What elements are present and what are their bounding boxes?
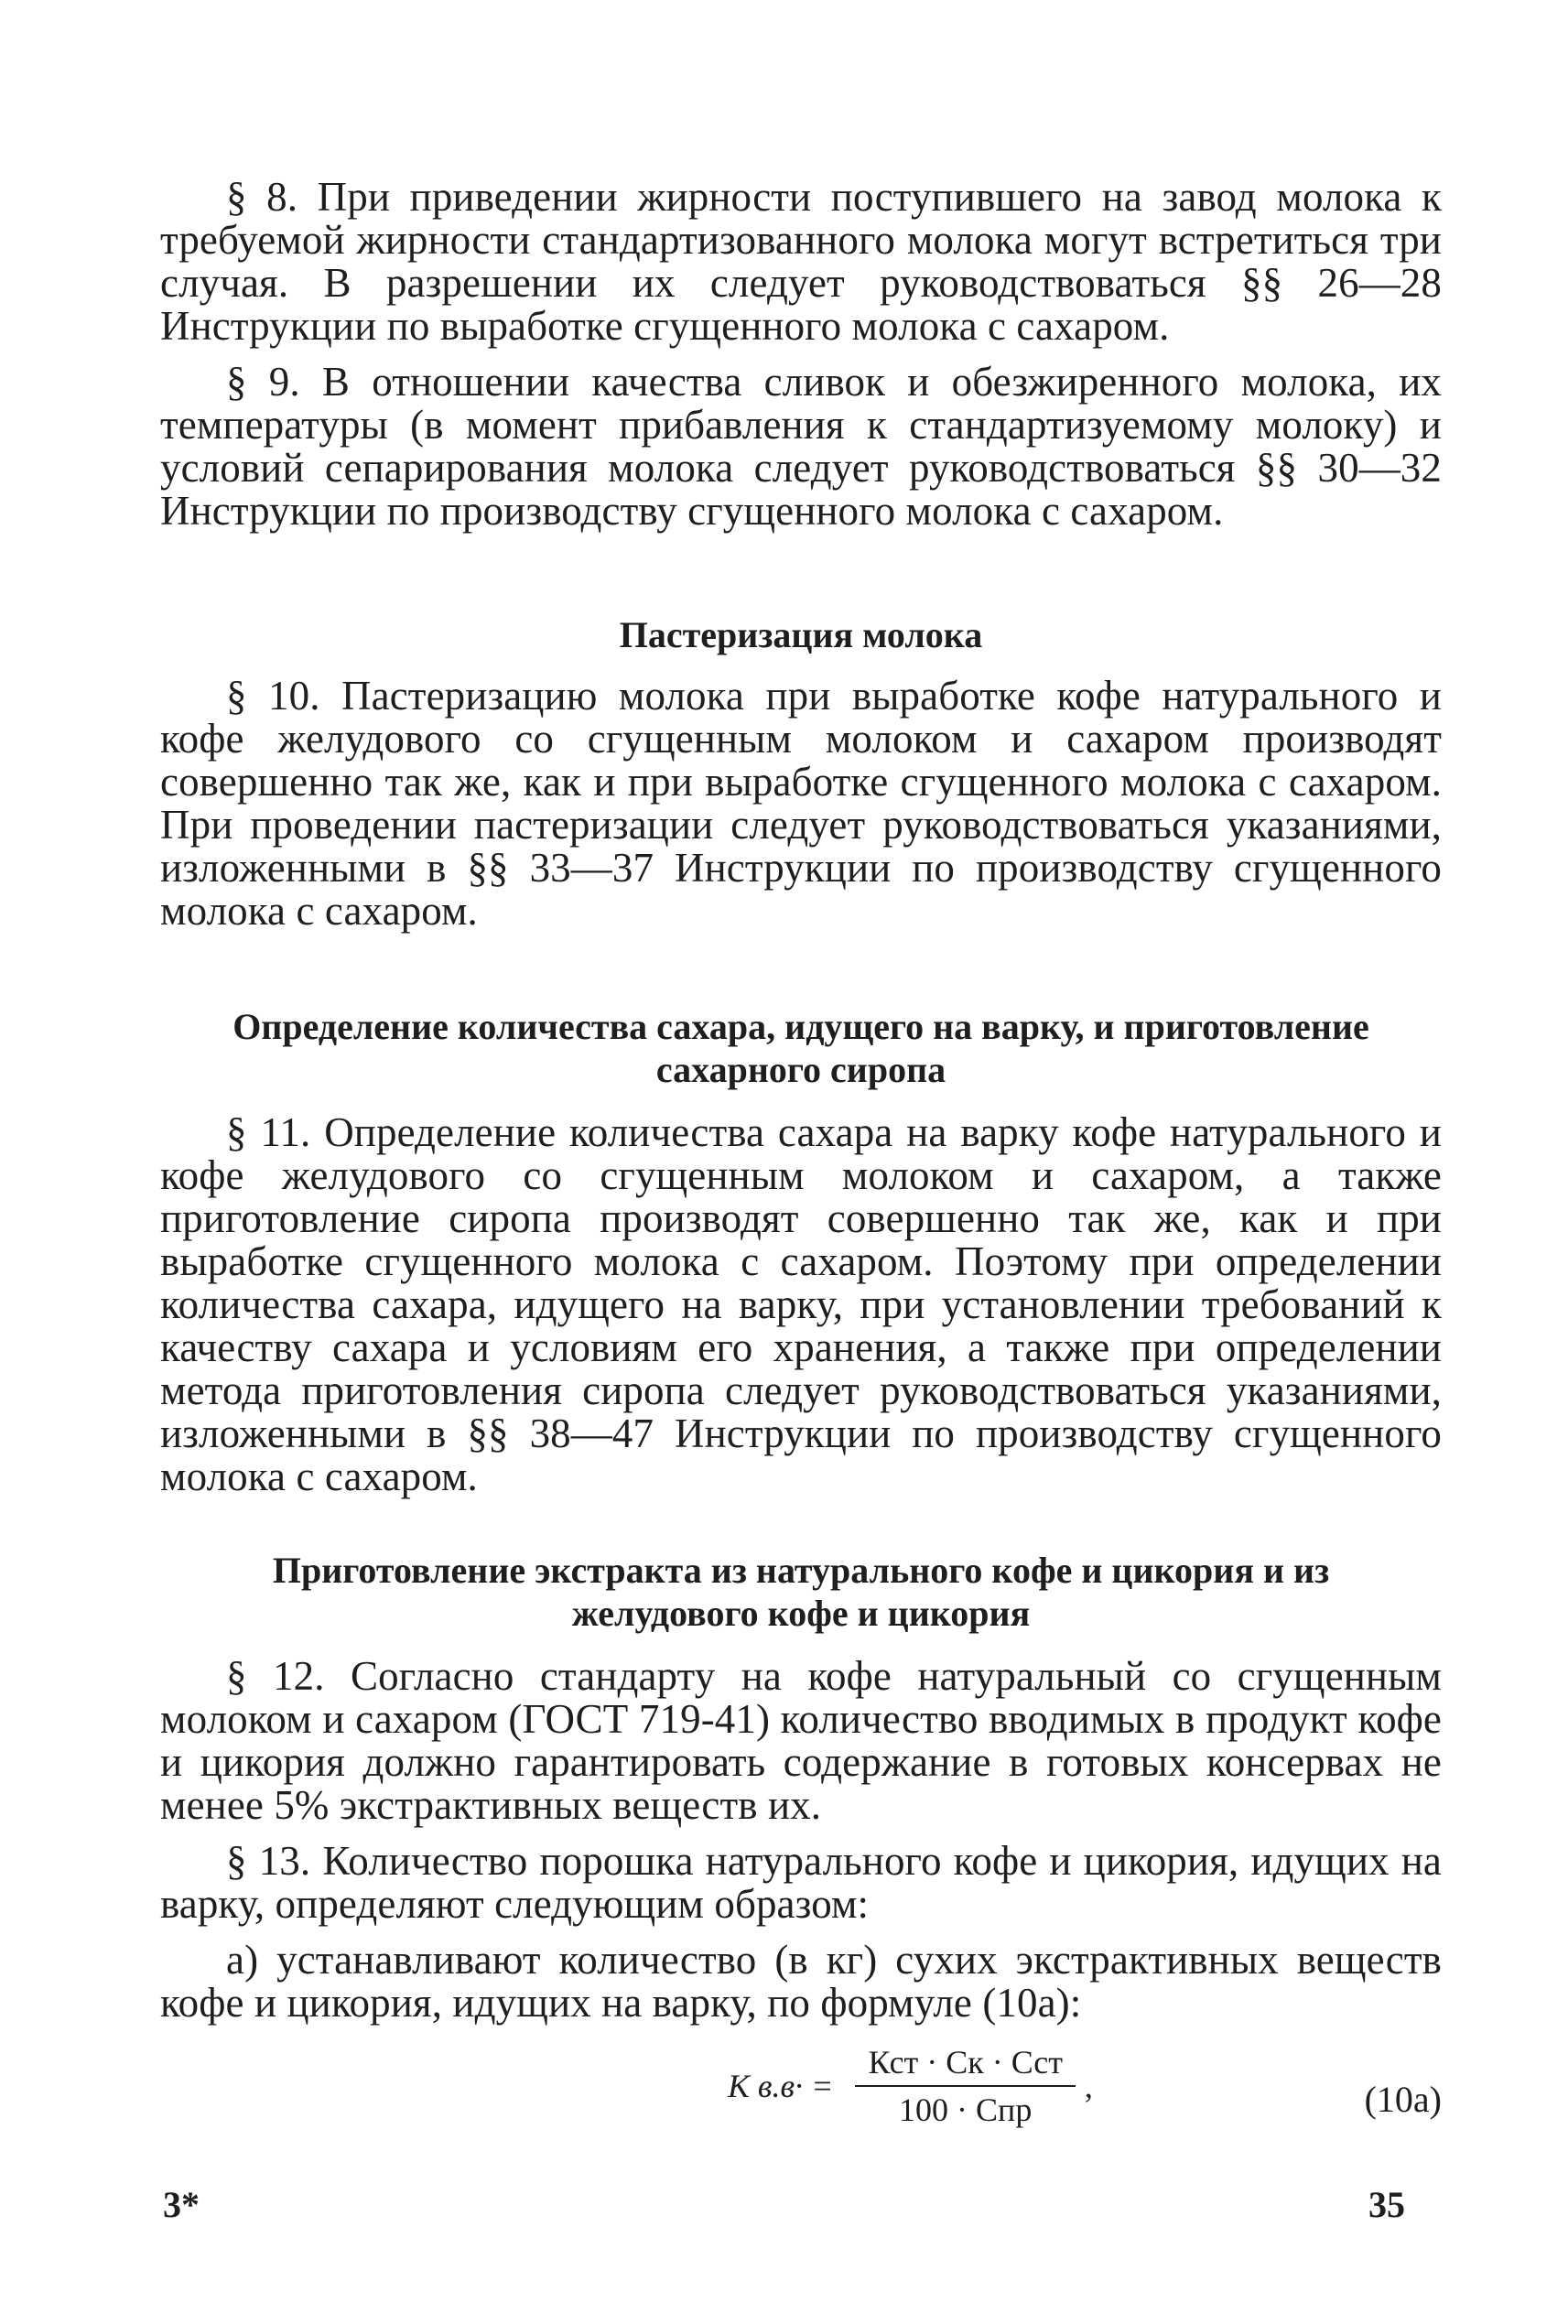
heading-sugar: Определение количества сахара, идущего на варку, и приготовление сахарного сиропа (232, 1006, 1369, 1090)
formula-fraction (855, 2043, 1075, 2129)
formula-trailing-comma: , (1084, 2068, 1093, 2104)
text-column (160, 176, 1442, 533)
formula-denominator: 100 · Спр (899, 2092, 1033, 2128)
equation-number: (10а) (1364, 2079, 1442, 2120)
section-pasteurization (160, 613, 1442, 933)
paragraph-a: а) устанавливают количество (в кг) сухих экстрактивных веществ кофе и цикория, идущих на варку, по формуле (10а): (160, 1937, 1442, 2026)
formula-lhs: К в.в· = (728, 2068, 834, 2104)
paragraph-13: § 13. Количество порошка натурального кофе и цикория, идущих на варку, определяют следующим образом: (160, 1838, 1442, 1927)
heading-extract: Приготовление экстракта из натурального кофе и цикория и из желудового кофе и цикория (272, 1550, 1330, 1634)
signature-mark: 3* (163, 2184, 200, 2225)
page-number: 35 (1368, 2184, 1405, 2225)
formula-numerator: Кст · Ск · Сст (855, 2043, 1075, 2087)
paragraph-12: § 12. Согласно стандарту на кофе натуральный со сгущенным молоком и сахаром (ГОСТ 719-41) количество вводимых в продукт кофе и цикория должно гарантировать содержание в готовых консервах не менее 5% экстрактивных веществ их. (160, 1653, 1442, 1828)
formula-10a (160, 2043, 1442, 2144)
paragraph-10: § 10. Пастеризацию молока при выработке кофе натурального и кофе желудового со сгущенным молоком и сахаром производят совершенно так же, как и при выработке сгущенного молока с сахаром. При проведении пастеризации следует руководствоваться указаниями, изложенными в §§ 33—37 Инструкции по производству сгущенного молока с сахаром. (160, 673, 1442, 934)
paragraph-8: § 8. При приведении жирности поступившего на завод молока к требуемой жирности стандартизованного молока могут встретиться три случая. В разрешении их следует руководствоваться §§ 26—28 Инструкции по выработке сгущенного молока с сахаром. (160, 174, 1442, 349)
paragraph-11: § 11. Определение количества сахара на варку кофе натурального и кофе желудового со сгущенным молоком и сахаром, а также приготовление сиропа производят совершенно так же, как и при выработке сгущенного молока с сахаром. Поэтому при определении количества сахара, идущего на варку, при установлении требований к качеству сахара и условиям его хранения, а также при определении метода приготовления сиропа следует руководствоваться указаниями, изложенными в §§ 38—47 Инструкции по производству сгущенного молока с сахаром. (160, 1109, 1442, 1499)
paragraph-9: § 9. В отношении качества сливок и обезжиренного молока, их температуры (в момент прибавления к стандартизуемому молоку) и условий сепарирования молока следует руководствоваться §§ 30—32 Инструкции по производству сгущенного молока с сахаром. (160, 359, 1442, 534)
heading-pasteurization: Пастеризация молока (619, 614, 983, 655)
formula-expression (728, 2043, 1093, 2129)
section-extract (160, 1549, 1442, 2025)
section-sugar (160, 1005, 1442, 1498)
